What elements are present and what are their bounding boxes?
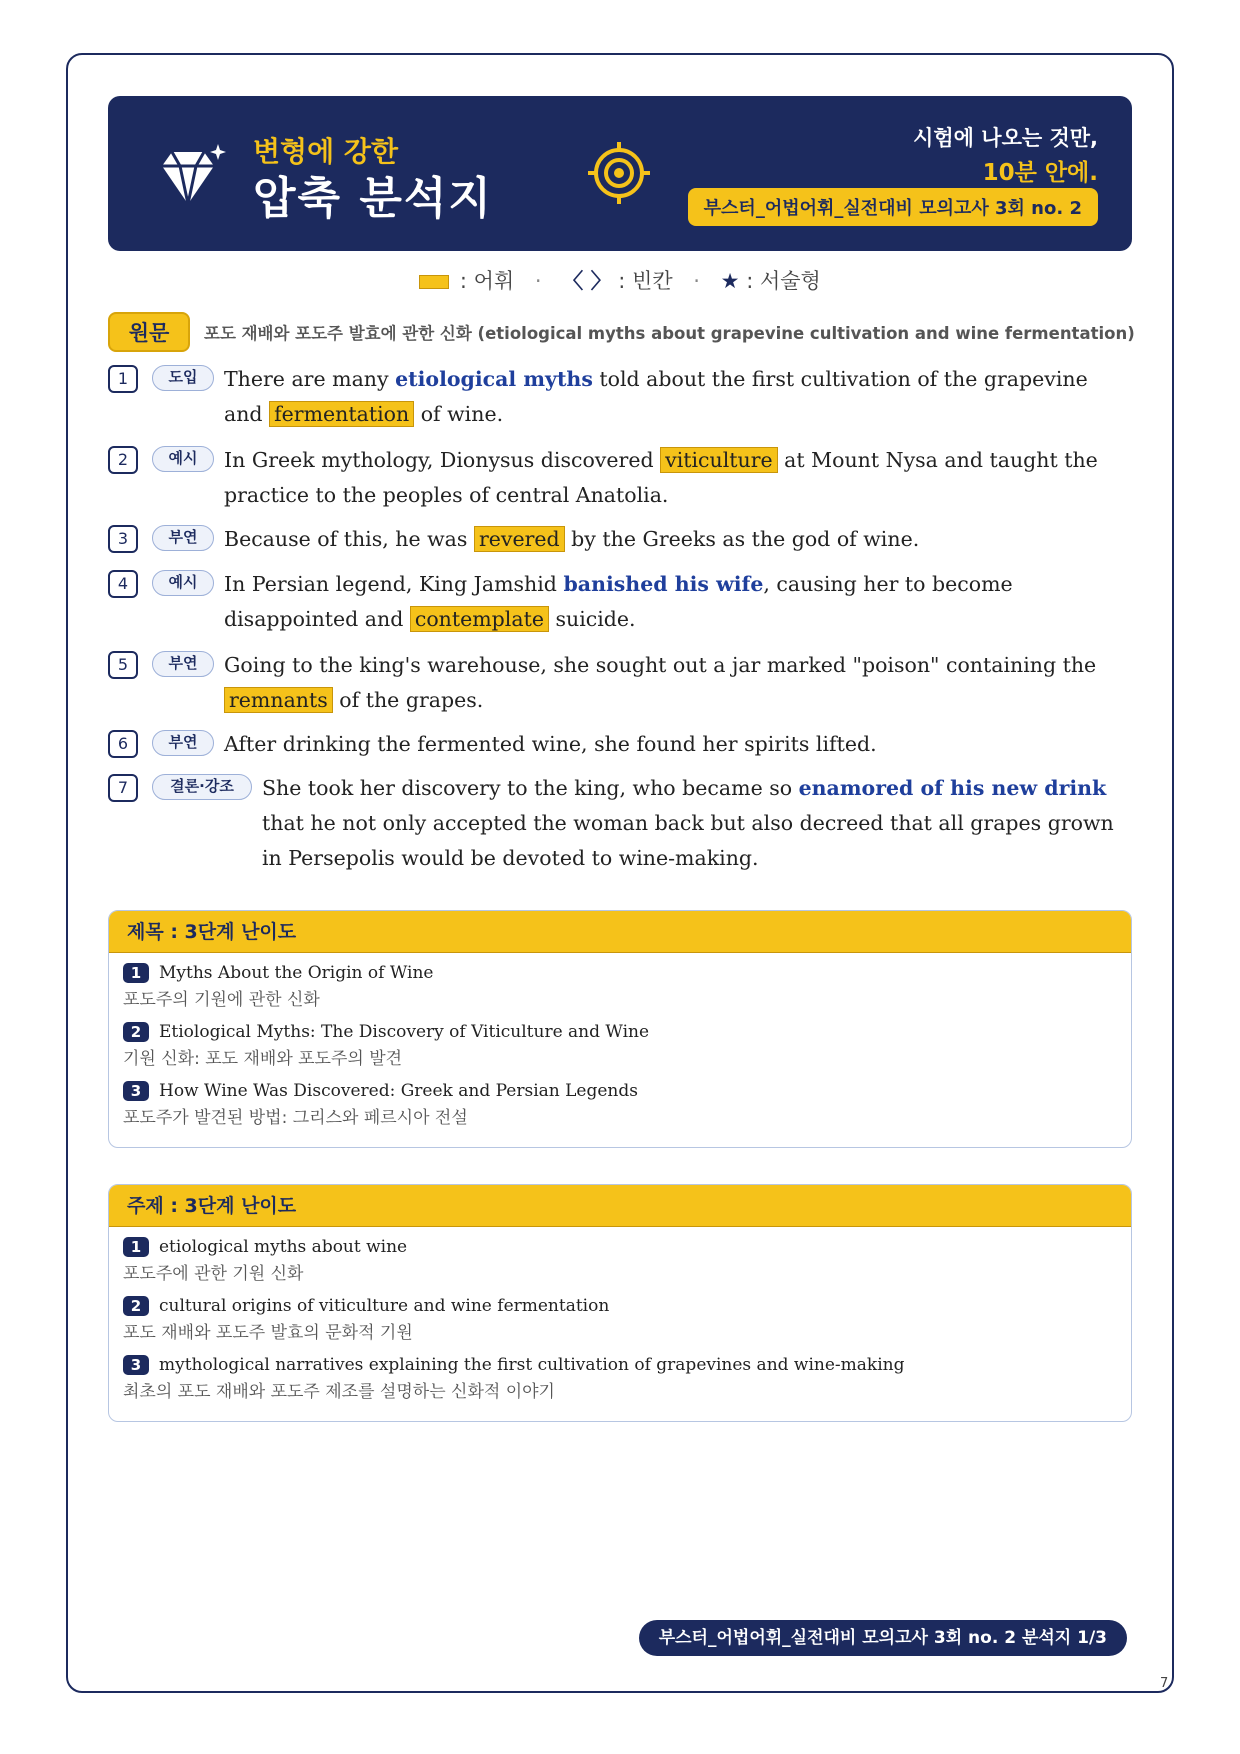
- sentence-number: 1: [108, 365, 138, 393]
- list-item: [123, 1022, 1117, 1069]
- target-icon: [586, 140, 652, 206]
- sentence-role-tag: 부연: [152, 730, 214, 756]
- sentence-row: [108, 362, 1124, 432]
- tagline-line-2: 10분 안에.: [982, 160, 1098, 186]
- header-subtitle: 변형에 강한: [253, 135, 398, 168]
- item-english: mythological narratives explaining the first cultivation of grapevines and wine-making: [159, 1355, 905, 1375]
- sentence-row: [108, 727, 1124, 762]
- legend-separator: ·: [693, 269, 700, 293]
- legend-vocab-label: : 어휘: [459, 269, 515, 293]
- header-banner: [108, 96, 1132, 251]
- vocab-highlight: revered: [474, 526, 565, 552]
- sentence-role-tag: 예시: [152, 446, 214, 472]
- legend: [0, 265, 1240, 295]
- sentence-number: 2: [108, 446, 138, 474]
- list-item: [123, 1296, 1117, 1343]
- sentence-text: [224, 567, 1124, 637]
- list-item: [123, 963, 1117, 1010]
- diamond-icon: [158, 138, 230, 210]
- text-fragment: There are many: [224, 367, 396, 391]
- page-title: 압축 분석지: [253, 173, 493, 224]
- sentence-role-tag: 결론·강조: [152, 774, 252, 800]
- text-fragment: Because of this, he was: [224, 527, 474, 551]
- item-number: 1: [123, 1237, 149, 1257]
- sentence-row: [108, 648, 1124, 718]
- item-number: 3: [123, 1081, 149, 1101]
- topic-box-heading: 주제 : 3단계 난이도: [109, 1185, 1131, 1227]
- original-description: 포도 재배와 포도주 발효에 관한 신화 (etiological myths about grapevine cultivation and wine fermentation): [204, 324, 1135, 343]
- list-item: [123, 1355, 1117, 1402]
- sentence-text: [224, 648, 1124, 718]
- sentence-row: [108, 522, 1124, 557]
- text-fragment: In Persian legend, King Jamshid: [224, 572, 564, 596]
- sentence-role-tag: 도입: [152, 365, 214, 391]
- tagline-line-1: 시험에 나오는 것만,: [913, 126, 1098, 150]
- text-fragment: After drinking the fermented wine, she found her spirits lifted.: [224, 732, 877, 756]
- text-fragment: Going to the king's warehouse, she sought out a jar marked "poison" containing the: [224, 653, 1097, 677]
- page-number: 7: [1160, 1676, 1169, 1691]
- sentence-text: [262, 771, 1128, 876]
- sentence-number: 6: [108, 730, 138, 758]
- item-english: cultural origins of viticulture and wine fermentation: [159, 1296, 610, 1316]
- sentence-number: 3: [108, 525, 138, 553]
- legend-blank-symbol: 〈 〉: [562, 269, 612, 293]
- title-box-heading: 제목 : 3단계 난이도: [109, 911, 1131, 953]
- vocab-highlight: viticulture: [660, 447, 778, 473]
- sentence-row: [108, 567, 1124, 637]
- star-icon: ★: [720, 269, 740, 293]
- item-korean: 포도주가 발견된 방법: 그리스와 페르시아 전설: [123, 1108, 468, 1128]
- legend-blank-label: : 빈칸: [618, 269, 673, 293]
- text-fragment: by the Greeks as the god of wine.: [564, 527, 920, 551]
- sentence-role-tag: 예시: [152, 570, 214, 596]
- key-phrase: etiological myths: [395, 367, 593, 391]
- vocab-highlight: fermentation: [269, 401, 414, 427]
- item-english: How Wine Was Discovered: Greek and Persian Legends: [159, 1081, 638, 1101]
- text-fragment: She took her discovery to the king, who became so: [262, 776, 799, 800]
- original-header: [108, 311, 1135, 353]
- item-korean: 최초의 포도 재배와 포도주 제조를 설명하는 신화적 이야기: [123, 1382, 555, 1402]
- item-number: 2: [123, 1022, 149, 1042]
- footer-badge: 부스터_어법어휘_실전대비 모의고사 3회 no. 2 분석지 1/3: [639, 1620, 1127, 1656]
- tagline: [913, 122, 1098, 187]
- item-korean: 포도주에 관한 기원 신화: [123, 1264, 304, 1284]
- item-number: 3: [123, 1355, 149, 1375]
- text-fragment: told about the first cultivation of the grapevine and: [224, 367, 1088, 426]
- item-number: 2: [123, 1296, 149, 1316]
- sentence-text: [224, 727, 1124, 762]
- item-english: Myths About the Origin of Wine: [159, 963, 434, 983]
- vocab-highlight: contemplate: [410, 606, 549, 632]
- text-fragment: that he not only accepted the woman back but also decreed that all grapes grown in Persepolis would be devoted to wine-making.: [262, 811, 1114, 870]
- topic-options-box: [108, 1184, 1132, 1422]
- text-fragment: of wine.: [414, 402, 504, 426]
- sentence-row: [108, 443, 1124, 513]
- sentence-row: [108, 771, 1128, 876]
- list-item: [123, 1237, 1117, 1284]
- item-english: Etiological Myths: The Discovery of Viticulture and Wine: [159, 1022, 650, 1042]
- key-phrase: banished his wife: [563, 572, 764, 596]
- list-item: [123, 1081, 1117, 1128]
- sentence-role-tag: 부연: [152, 525, 214, 551]
- sentence-text: [224, 522, 1124, 557]
- text-fragment: suicide.: [548, 607, 636, 631]
- item-korean: 포도주의 기원에 관한 신화: [123, 990, 320, 1010]
- legend-essay-label: : 서술형: [746, 269, 821, 293]
- sentence-number: 4: [108, 570, 138, 598]
- vocab-swatch: [419, 275, 449, 289]
- sentence-number: 5: [108, 651, 138, 679]
- text-fragment: at Mount Nysa and taught the practice to the peoples of central Anatolia.: [224, 448, 1098, 507]
- item-korean: 기원 신화: 포도 재배와 포도주의 발견: [123, 1049, 403, 1069]
- text-fragment: In Greek mythology, Dionysus discovered: [224, 448, 661, 472]
- legend-separator: ·: [534, 269, 542, 293]
- key-phrase: enamored of his new drink: [798, 776, 1107, 800]
- item-number: 1: [123, 963, 149, 983]
- sentence-role-tag: 부연: [152, 651, 214, 677]
- text-fragment: , causing her to become disappointed and: [224, 572, 1013, 631]
- exam-label-badge: 부스터_어법어휘_실전대비 모의고사 3회 no. 2: [688, 188, 1098, 226]
- text-fragment: of the grapes.: [332, 688, 484, 712]
- sentence-number: 7: [108, 774, 138, 802]
- item-english: etiological myths about wine: [159, 1237, 408, 1257]
- item-korean: 포도 재배와 포도주 발효의 문화적 기원: [123, 1323, 413, 1343]
- vocab-highlight: remnants: [224, 687, 333, 713]
- sentence-text: [224, 443, 1124, 513]
- sentence-text: [224, 362, 1124, 432]
- original-badge: 원문: [108, 312, 190, 352]
- title-options-box: [108, 910, 1132, 1148]
